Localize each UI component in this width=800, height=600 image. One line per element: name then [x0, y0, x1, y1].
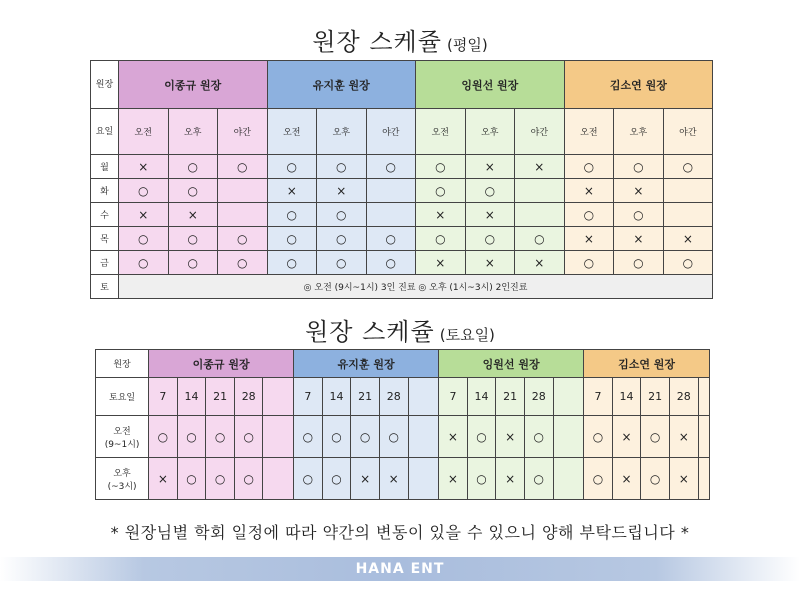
schedule-cell: ○	[218, 155, 268, 179]
saturday-row	[96, 458, 710, 500]
date-cell: 28	[524, 378, 553, 416]
weekday-header-row	[91, 61, 713, 109]
schedule-cell: ○	[294, 458, 323, 500]
date-cell: 28	[669, 378, 698, 416]
empty-cell	[698, 378, 709, 416]
empty-cell	[698, 416, 709, 458]
schedule-cell: ○	[366, 155, 416, 179]
schedule-cell: ○	[524, 416, 553, 458]
schedule-cell: ○	[416, 155, 466, 179]
schedule-cell: ○	[465, 179, 515, 203]
schedule-cell: ○	[379, 416, 408, 458]
date-cell: 21	[351, 378, 380, 416]
period-header: 오후	[168, 109, 218, 155]
schedule-cell: ○	[641, 458, 670, 500]
saturday-title	[0, 312, 800, 347]
schedule-cell: ○	[515, 227, 565, 251]
schedule-cell	[218, 179, 268, 203]
period-header: 오후	[465, 109, 515, 155]
schedule-cell: ×	[612, 458, 641, 500]
schedule-cell: ○	[267, 251, 317, 275]
schedule-cell: ×	[669, 458, 698, 500]
schedule-cell: ○	[119, 227, 169, 251]
saturday-summary-row	[91, 275, 713, 299]
date-cell: 21	[206, 378, 235, 416]
date-cell: 14	[322, 378, 351, 416]
schedule-notice: * 원장님별 학회 일정에 따라 약간의 변동이 있을 수 있으니 양해 부탁드립니다 *	[110, 523, 690, 542]
doctor-header: 잉원선 원장	[439, 350, 584, 378]
schedule-cell: ×	[267, 179, 317, 203]
date-cell: 7	[149, 378, 178, 416]
period-header: 오전	[416, 109, 466, 155]
schedule-cell: ○	[267, 203, 317, 227]
day-cell: 월	[91, 155, 119, 179]
schedule-cell: ○	[614, 203, 664, 227]
doctor-header: 김소연 원장	[564, 61, 713, 109]
schedule-cell: ○	[351, 416, 380, 458]
schedule-cell: ×	[496, 458, 525, 500]
date-cell: 14	[467, 378, 496, 416]
schedule-cell: ×	[496, 416, 525, 458]
empty-cell	[408, 416, 439, 458]
schedule-cell: ○	[614, 155, 664, 179]
schedule-cell: ○	[366, 227, 416, 251]
schedule-cell: ×	[663, 227, 713, 251]
schedule-cell: ○	[467, 458, 496, 500]
schedule-cell: ○	[294, 416, 323, 458]
period-label: 오후	[113, 468, 131, 479]
period-header: 야간	[366, 109, 416, 155]
weekday-period-row	[91, 109, 713, 155]
date-cell: 28	[234, 378, 263, 416]
schedule-cell: ×	[465, 203, 515, 227]
schedule-cell: ×	[614, 179, 664, 203]
schedule-cell	[663, 203, 713, 227]
schedule-cell: ○	[564, 251, 614, 275]
schedule-cell: ○	[584, 458, 613, 500]
schedule-cell: ×	[351, 458, 380, 500]
weekday-title-sub: (평일)	[446, 36, 488, 54]
period-header: 야간	[218, 109, 268, 155]
schedule-cell: ○	[119, 179, 169, 203]
schedule-cell	[366, 203, 416, 227]
period-header: 야간	[663, 109, 713, 155]
schedule-cell: ×	[465, 155, 515, 179]
weekday-title	[0, 22, 800, 57]
schedule-cell: ○	[168, 179, 218, 203]
saturday-title-main: 원장 스케쥴	[305, 318, 435, 346]
doctor-header: 잉원선 원장	[416, 61, 565, 109]
schedule-cell: ○	[322, 416, 351, 458]
schedule-cell: ×	[317, 179, 367, 203]
schedule-cell: ○	[663, 251, 713, 275]
schedule-cell	[515, 179, 565, 203]
period-hours: (~3시)	[107, 481, 137, 492]
saturday-summary-text: ◎ 오전 (9시~1시) 3인 진료 ◎ 오후 (1시~3시) 2인진료	[119, 275, 713, 299]
date-cell: 7	[584, 378, 613, 416]
schedule-cell: ○	[177, 416, 206, 458]
schedule-cell: ○	[206, 416, 235, 458]
schedule-cell: ○	[267, 227, 317, 251]
weekday-row	[91, 155, 713, 179]
date-cell: 28	[379, 378, 408, 416]
footer-banner	[0, 557, 800, 581]
weekday-row	[91, 203, 713, 227]
date-cell: 14	[612, 378, 641, 416]
schedule-cell: ×	[614, 227, 664, 251]
empty-cell	[408, 378, 439, 416]
empty-cell	[263, 458, 294, 500]
period-header: 오전	[564, 109, 614, 155]
empty-cell	[263, 416, 294, 458]
schedule-cell: ○	[524, 458, 553, 500]
schedule-cell: ○	[317, 155, 367, 179]
date-cell: 7	[294, 378, 323, 416]
weekday-row	[91, 251, 713, 275]
period-label-cell	[96, 416, 149, 458]
day-cell: 토	[91, 275, 119, 299]
weekday-row	[91, 227, 713, 251]
schedule-cell: ○	[149, 416, 178, 458]
schedule-cell	[366, 179, 416, 203]
date-cell: 21	[641, 378, 670, 416]
schedule-cell: ○	[317, 251, 367, 275]
schedule-cell: ×	[612, 416, 641, 458]
date-cell: 14	[177, 378, 206, 416]
schedule-cell: ○	[218, 251, 268, 275]
schedule-cell: ○	[168, 251, 218, 275]
schedule-cell: ○	[119, 251, 169, 275]
schedule-cell: ○	[177, 458, 206, 500]
doctor-label-cell: 원장	[91, 61, 119, 109]
schedule-cell: ×	[515, 251, 565, 275]
period-hours: (9~1시)	[104, 439, 140, 450]
schedule-cell: ×	[119, 203, 169, 227]
schedule-cell: ○	[564, 155, 614, 179]
schedule-cell: ○	[234, 416, 263, 458]
weekday-row	[91, 179, 713, 203]
schedule-cell: ○	[416, 227, 466, 251]
weekday-schedule-table	[90, 60, 713, 299]
day-cell: 화	[91, 179, 119, 203]
schedule-cell: ○	[467, 416, 496, 458]
schedule-cell: ○	[267, 155, 317, 179]
empty-cell	[553, 378, 584, 416]
day-label-cell: 토요일	[96, 378, 149, 416]
schedule-cell: ○	[218, 227, 268, 251]
empty-cell	[553, 416, 584, 458]
schedule-cell: ○	[465, 227, 515, 251]
doctor-header: 이종규 원장	[149, 350, 294, 378]
period-header: 오전	[119, 109, 169, 155]
schedule-cell	[663, 179, 713, 203]
schedule-cell	[515, 203, 565, 227]
period-header: 오후	[317, 109, 367, 155]
schedule-cell: ○	[366, 251, 416, 275]
period-header: 오후	[614, 109, 664, 155]
doctor-header: 유지훈 원장	[294, 350, 439, 378]
schedule-cell: ×	[515, 155, 565, 179]
schedule-cell: ○	[206, 458, 235, 500]
schedule-cell: ○	[322, 458, 351, 500]
period-label: 오전	[113, 426, 131, 437]
schedule-cell	[218, 203, 268, 227]
date-cell: 7	[439, 378, 468, 416]
schedule-cell: ○	[614, 251, 664, 275]
schedule-cell: ○	[168, 227, 218, 251]
schedule-cell: ○	[564, 203, 614, 227]
saturday-schedule-table	[95, 349, 710, 500]
day-cell: 금	[91, 251, 119, 275]
schedule-cell: ○	[416, 179, 466, 203]
weekday-title-main: 원장 스케쥴	[312, 28, 442, 56]
schedule-cell: ×	[439, 416, 468, 458]
footer-brand: HANA ENT	[355, 561, 445, 577]
schedule-cell: ×	[564, 227, 614, 251]
schedule-cell: ○	[641, 416, 670, 458]
saturday-date-row	[96, 378, 710, 416]
day-cell: 수	[91, 203, 119, 227]
schedule-cell: ○	[317, 203, 367, 227]
schedule-cell: ○	[663, 155, 713, 179]
schedule-cell: ○	[168, 155, 218, 179]
empty-cell	[553, 458, 584, 500]
schedule-cell: ×	[119, 155, 169, 179]
schedule-cell: ○	[317, 227, 367, 251]
schedule-cell: ○	[584, 416, 613, 458]
day-cell: 목	[91, 227, 119, 251]
period-header: 오전	[267, 109, 317, 155]
schedule-cell: ×	[416, 203, 466, 227]
empty-cell	[408, 458, 439, 500]
schedule-cell: ×	[168, 203, 218, 227]
date-cell: 21	[496, 378, 525, 416]
period-label-cell	[96, 458, 149, 500]
schedule-cell: ×	[669, 416, 698, 458]
saturday-header-row	[96, 350, 710, 378]
schedule-cell: ○	[234, 458, 263, 500]
schedule-cell: ×	[416, 251, 466, 275]
day-label-cell: 요일	[91, 109, 119, 155]
schedule-cell: ×	[439, 458, 468, 500]
period-header: 야간	[515, 109, 565, 155]
saturday-title-sub: (토요일)	[439, 326, 495, 344]
schedule-cell: ×	[465, 251, 515, 275]
doctor-header: 김소연 원장	[584, 350, 710, 378]
doctor-header: 유지훈 원장	[267, 61, 416, 109]
schedule-cell: ×	[564, 179, 614, 203]
schedule-cell: ×	[149, 458, 178, 500]
doctor-header: 이종규 원장	[119, 61, 268, 109]
schedule-cell: ×	[379, 458, 408, 500]
saturday-row	[96, 416, 710, 458]
empty-cell	[263, 378, 294, 416]
empty-cell	[698, 458, 709, 500]
doctor-label-cell: 원장	[96, 350, 149, 378]
